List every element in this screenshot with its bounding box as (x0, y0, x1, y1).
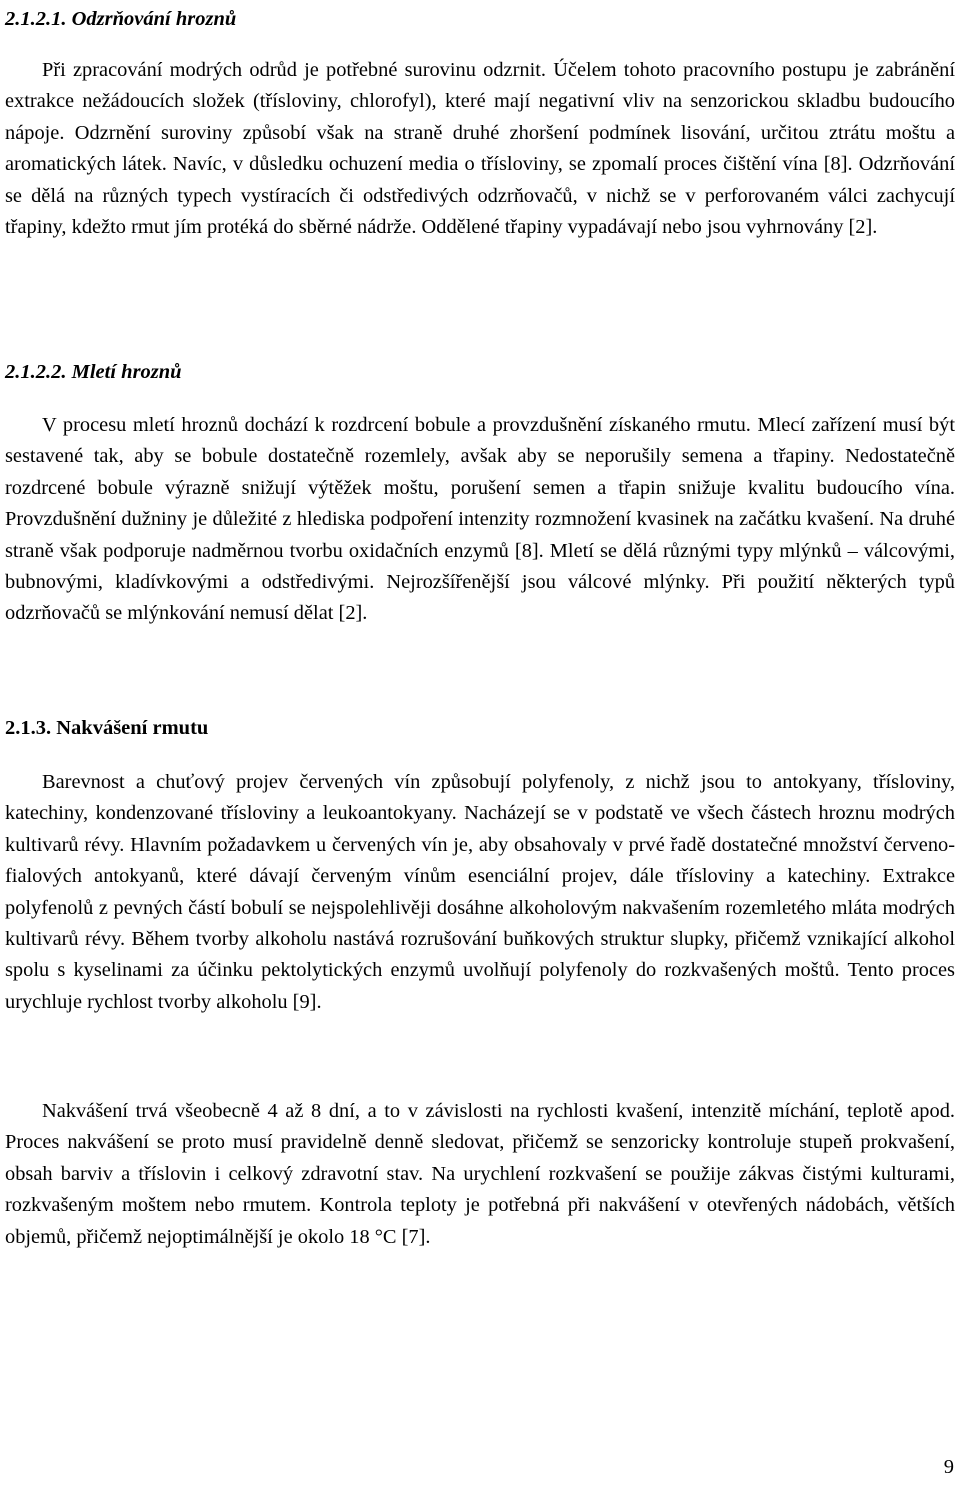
paragraph-nakvaseni-1: Barevnost a chuťový projev červených vín způsobují polyfenoly, z nichž jsou to antokyany, třísloviny, katechiny, kondenzované třísloviny a leukoantokyany. Nacházejí se v podstatě ve všech částech hroznu modrých kultivarů révy. Hlavním požadavkem u červených vín je, aby obsahovaly v prvé řadě dostatečné množství červeno-fialových antokyanů, které dávají červeným vínům esenciální projev, dále třísloviny a katechiny. Extrakce polyfenolů z pevných částí bobulí se nejspolehlivěji dosáhne alkoholovým nakvašením rozemletého mláta modrých kultivarů révy. Během tvorby alkoholu nastává rozrušování buňkových struktur slupky, přičemž vznikající alkohol spolu s kyselinami za účinku pektolytických enzymů uvolňují polyfenoly do rozkvašených moštů. Tento proces urychluje rychlost tvorby alkoholu [9]. (5, 771, 955, 1013)
paragraph-mleti: V procesu mletí hroznů dochází k rozdrcení bobule a provzdušnění získaného rmutu. Mlecí zařízení musí být sestavené tak, aby se bobule dostatečně rozemlely, avšak aby se neporušily semena a třapiny. Nedostatečně rozdrcené bobule výrazně snižují výtěžek moštu, porušení semen a třapin snižuje kvalitu budoucího vína. Provzdušnění dužniny je důležité z hlediska podpoření intenzity rozmnožení kvasinek na začátku kvašení. Na druhé straně však podporuje nadměrnou tvorbu oxidačních enzymů [8]. Mletí se dělá různými typy mlýnků – válcovými, bubnovými, kladívkovými a odstředivými. Nejrozšířenější jsou válcové mlýnky. Při použití některých typů odzrňovačů se mlýnkování nemusí dělat [2]. (5, 414, 955, 625)
page-number: 9 (943, 1456, 954, 1478)
section-heading-mleti: 2.1.2.2. Mletí hroznů (5, 361, 182, 383)
paragraph-nakvaseni-2: Nakvášení trvá všeobecně 4 až 8 dní, a to v závislosti na rychlosti kvašení, intenzitě míchání, teplotě apod. Proces nakvášení se proto musí pravidelně denně sledovat, přičemž se senzoricky kontroluje stupeň prokvašení, obsah barviv a tříslovin i celkový zdravotní stav. Na urychlení rozkvašení se použije zákvas čistými kulturami, rozkvašeným moštem nebo rmutem. Kontrola teploty je potřebná při nakvášení v otevřených nádobách, větších objemů, přičemž nejoptimálnější je okolo 18 °C [7]. (5, 1100, 955, 1248)
paragraph-odzrnovani: Při zpracování modrých odrůd je potřebné surovinu odzrnit. Účelem tohoto pracovního postupu je zabránění extrakce nežádoucích složek (třísloviny, chlorofyl), které mají negativní vliv na senzorickou skladbu budoucího nápoje. Odzrnění suroviny způsobí však na straně druhé zhoršení podmínek lisování, určitou ztrátu moštu a aromatických látek. Navíc, v důsledku ochuzení media o třísloviny, se zpomalí proces čištění vína [8]. Odzrňování se dělá na různých typech vystíracích či odstředivých odzrňovačů, v nichž se v perforovaném válci zachycují třapiny, kdežto rmut jím protéká do sběrné nádrže. Oddělené třapiny vypadávají nebo jsou vyhrnovány [2]. (5, 59, 955, 239)
section-heading-nakvaseni: 2.1.3. Nakvášení rmutu (5, 717, 209, 739)
section-heading-odzrnovani: 2.1.2.1. Odzrňování hroznů (5, 8, 237, 30)
